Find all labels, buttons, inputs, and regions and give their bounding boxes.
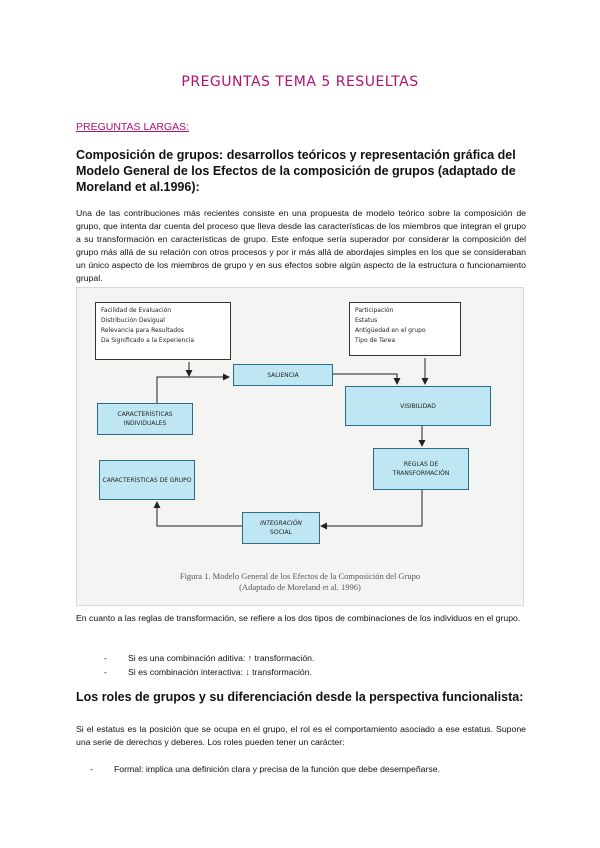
figure-right-list — [349, 302, 461, 356]
figure-social-label: SOCIAL — [270, 529, 292, 536]
figure-right-item: Antigüedad en el grupo — [355, 327, 426, 334]
figure-left-item: Da Significado a la Experiencia — [101, 337, 195, 344]
figure-reglas-label: REGLAS DE TRANSFORMACIÓN — [392, 461, 450, 477]
figure-saliencia-label: SALIENCIA — [267, 371, 299, 379]
bullet-dash: - — [104, 653, 107, 663]
bullet-text: Si es una combinación aditiva: ↑ transformación. — [128, 653, 315, 663]
figure-caract-individuales-label: CARACTERÍSTICAS INDIVIDUALES — [117, 411, 173, 427]
bullet-dash: - — [90, 764, 93, 774]
figure-left-item: Relevancia para Resultados — [101, 327, 184, 334]
figure-visibilidad-label: VISIBILIDAD — [400, 402, 436, 410]
figure-right-item: Participación — [355, 307, 394, 314]
section-heading-composicion: Composición de grupos: desarrollos teóricos y representación gráfica del Modelo General de los Efectos de la composición de grupos (adaptado de Moreland et al.1996): — [76, 148, 516, 194]
paragraph-composicion: Una de las contribuciones más recientes consiste en una propuesta de modelo teórico sobre la composición de grupo, que intenta dar cuenta del proceso que lleva desde las características de los miembros que integran el grupo a su transformación en características de grupo. Este enfoque sería superador por considerar la composición del grupo más allá de su relación con otros procesos y por ir más allá de abordajes simples en los que se consideraban un único aspecto de los miembros de grupo y en sus efectos sobre algún aspecto de la estructura o funcionamiento grupal. — [76, 208, 526, 283]
section-subtitle: PREGUNTAS LARGAS: — [76, 121, 189, 133]
page-title: PREGUNTAS TEMA 5 RESUELTAS — [181, 74, 419, 90]
figure-caption — [77, 571, 523, 593]
figure-visibilidad-box — [345, 386, 491, 426]
paragraph-roles: Si el estatus es la posición que se ocupa en el grupo, el rol es el comportamiento asociado a ese estatus. Supone una serie de derechos y deberes. Los roles pueden tener un carácter: — [76, 724, 526, 747]
figure-saliencia-box — [233, 364, 333, 386]
figure-caract-individuales-box — [97, 403, 193, 435]
figure-caract-grupo-label: CARACTERÍSTICAS DE GRUPO — [102, 476, 192, 484]
figure-right-item: Tipo de Tarea — [355, 337, 395, 344]
figure-integracion-box — [242, 512, 320, 544]
figure-right-item: Estatus — [355, 317, 378, 324]
figure-left-item: Distribución Desigual — [101, 317, 165, 324]
figure-caract-grupo-box — [99, 460, 195, 500]
bullet-text: Formal: implica una definición clara y precisa de la función que debe desempeñarse. — [114, 764, 440, 774]
figure-left-list — [95, 302, 231, 360]
figure-caption-line: (Adaptado de Moreland et al. 1996) — [239, 582, 361, 592]
section-heading-roles: Los roles de grupos y su diferenciación desde la perspectiva funcionalista: — [76, 690, 524, 704]
figure-integracion-label: INTEGRACIÓN — [260, 520, 302, 527]
paragraph-reglas: En cuanto a las reglas de transformación, se refiere a los dos tipos de combinaciones de los individuos en el grupo. — [76, 613, 521, 623]
figure-reglas-box — [373, 448, 469, 490]
bullet-dash: - — [104, 667, 107, 677]
figure-left-item: Facilidad de Evaluación — [101, 307, 172, 314]
model-figure — [76, 287, 524, 606]
figure-caption-line: Figura 1. Modelo General de los Efectos de la Composición del Grupo — [179, 571, 421, 581]
bullet-text: Si es combinación interactiva: ↓ transformación. — [128, 667, 312, 677]
